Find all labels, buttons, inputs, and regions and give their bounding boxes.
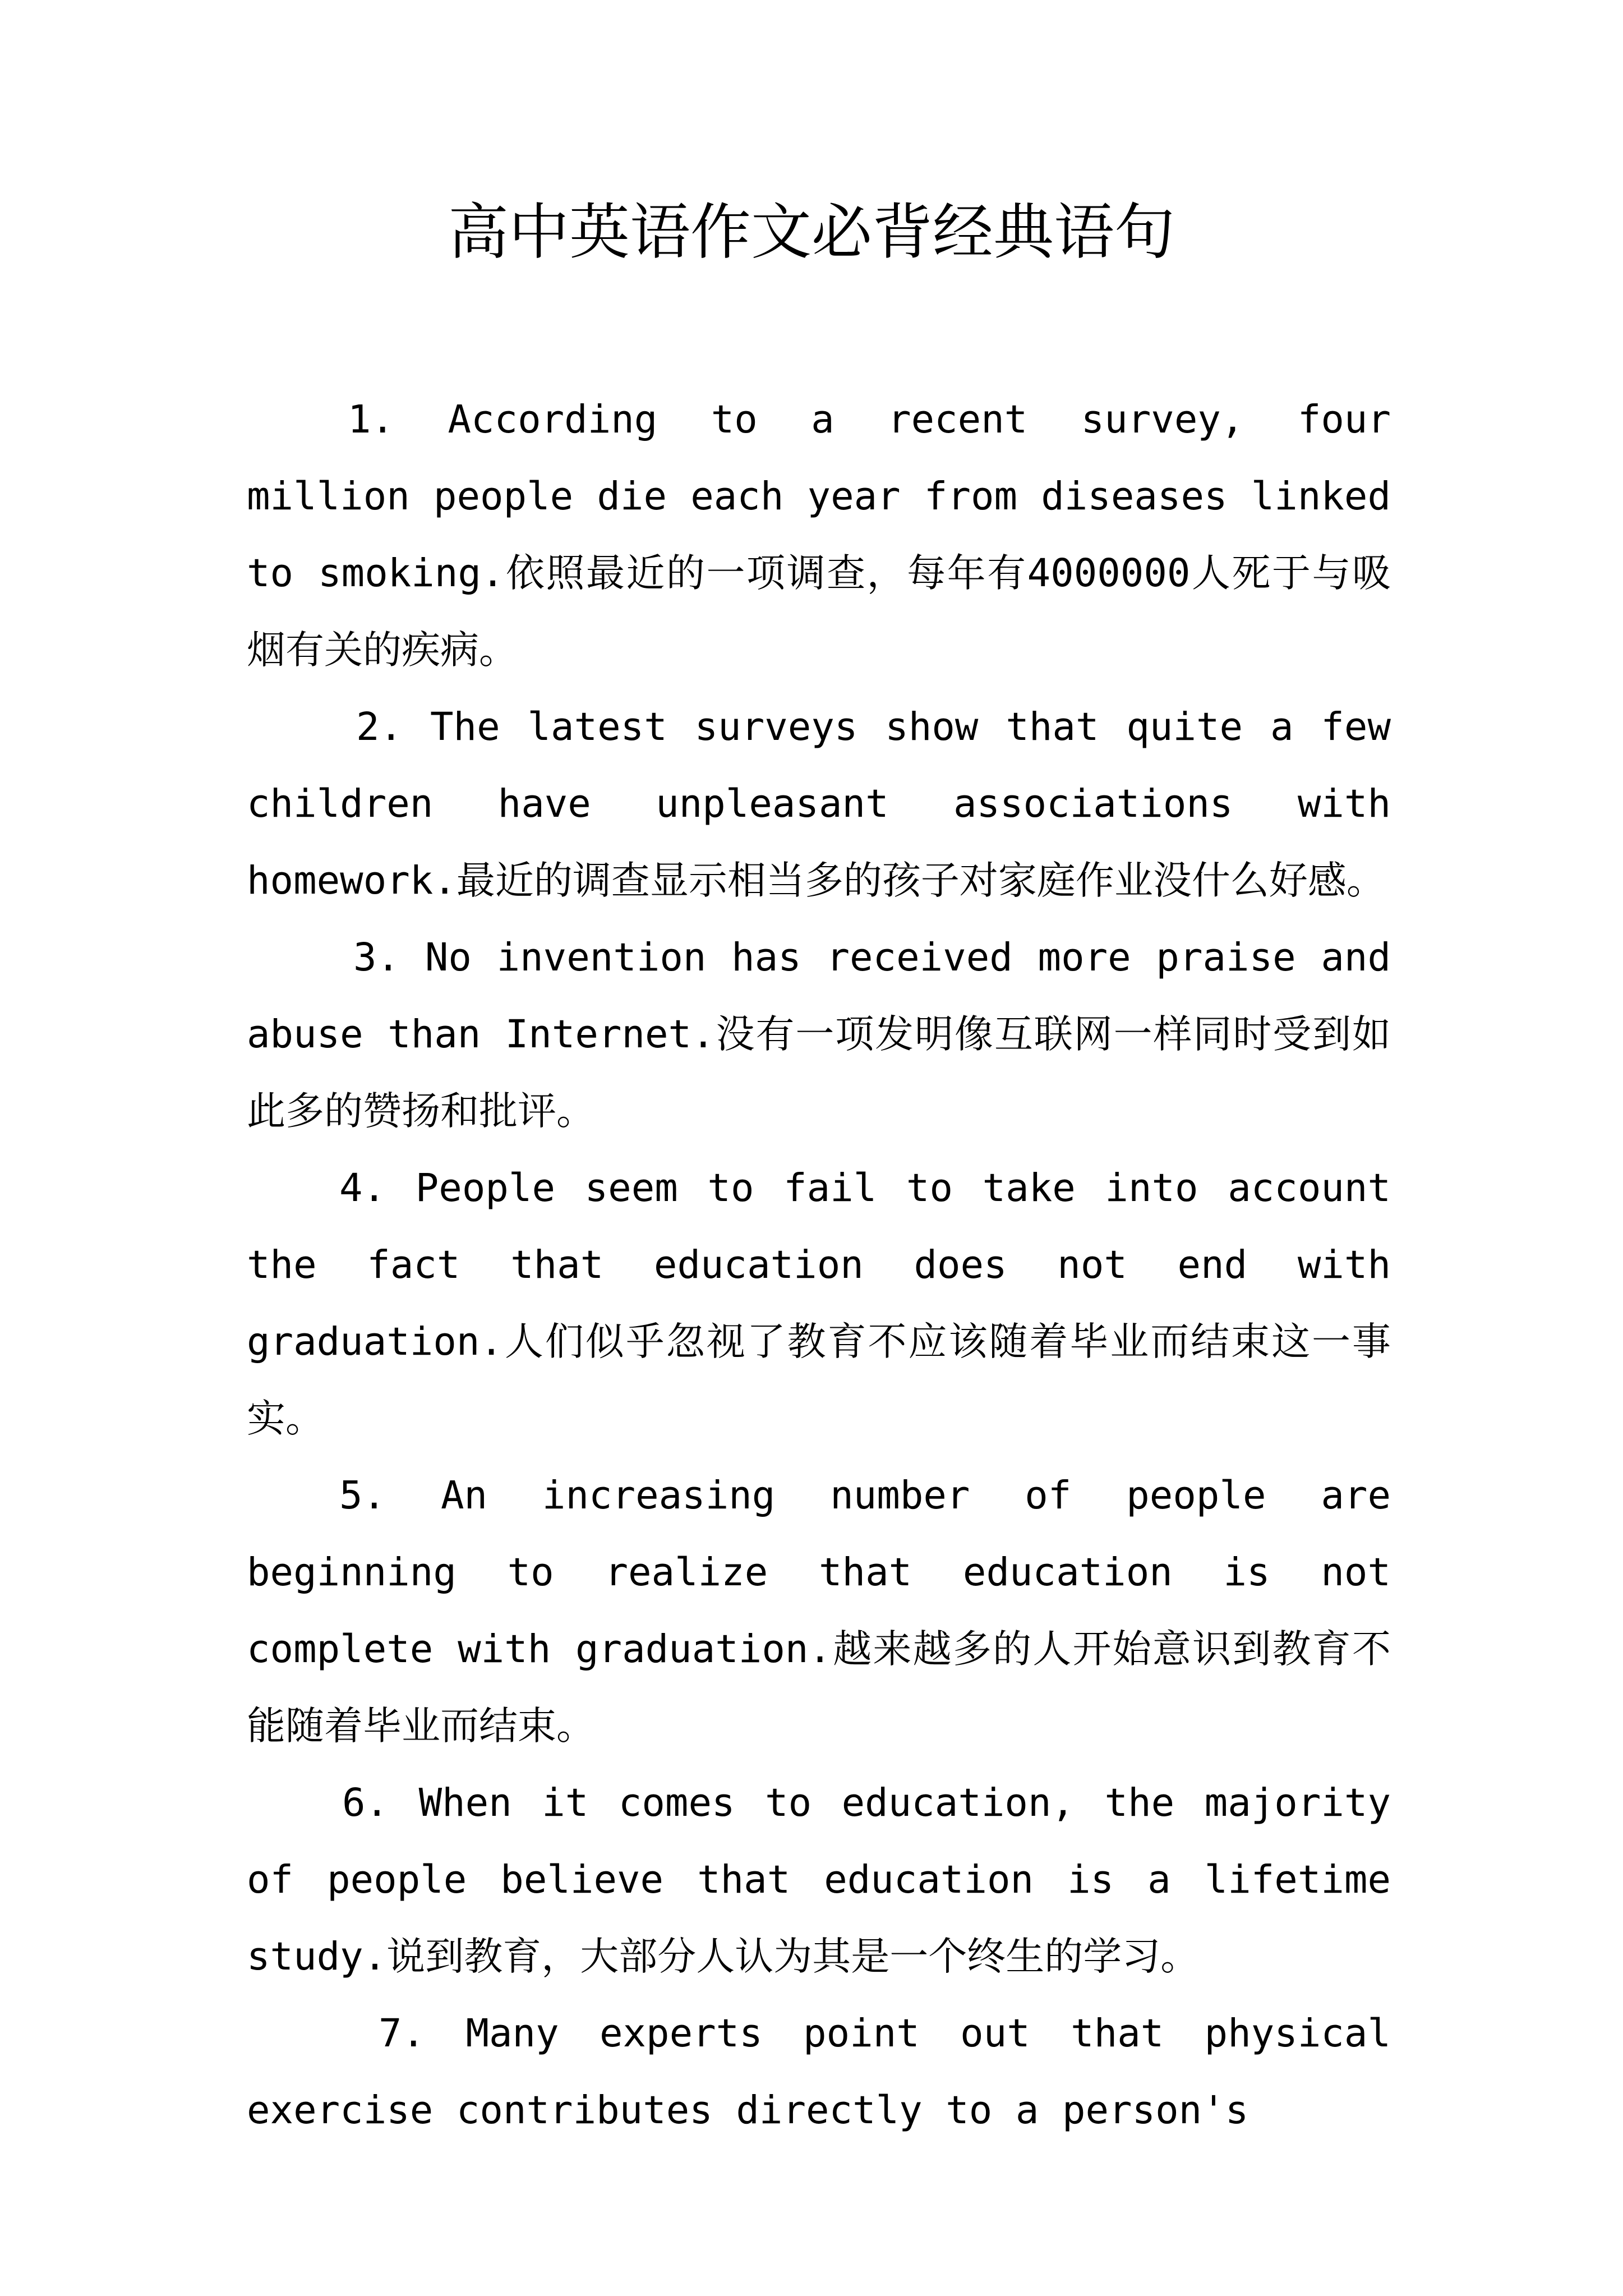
- paragraph-4: [247, 1150, 1391, 1457]
- paragraph-7: [247, 1995, 1391, 2149]
- english-sentence: No invention has received more praise and abuse than Internet.: [247, 935, 1391, 1057]
- document-body: [247, 381, 1391, 2149]
- paragraph-number: 3.: [353, 935, 400, 980]
- document-title: 高中英语作文必背经典语句: [448, 197, 1175, 268]
- paragraph-number: 4.: [339, 1166, 386, 1211]
- paragraph-3: [247, 919, 1391, 1150]
- paragraph-6: [247, 1765, 1391, 1995]
- paragraph-number: 5.: [339, 1473, 386, 1518]
- chinese-translation: 没有一项发明像互联网一样同时受到如此多的赞扬和批评。: [247, 1012, 1391, 1134]
- paragraph-number: 7.: [379, 2011, 426, 2056]
- english-sentence: When it comes to education, the majority of people believe that education is a lifetime study.: [247, 1780, 1391, 1979]
- chinese-translation: 说到教育，大部分人认为其是一个终生的学习。: [386, 1934, 1200, 1979]
- english-sentence: People seem to fail to take into account the fact that education does not end with graduation.: [247, 1166, 1391, 1364]
- english-sentence: The latest surveys show that quite a few children have unpleasant associations with homework.: [247, 705, 1391, 903]
- paragraph-2: [247, 689, 1391, 919]
- chinese-translation: 依照最近的一项调查，每年有4000000人死于与吸烟有关的疾病。: [247, 551, 1391, 673]
- english-sentence: Many experts point out that physical exercise contributes directly to a person's: [247, 2011, 1391, 2133]
- chinese-translation: 最近的调查显示相当多的孩子对家庭作业没什么好感。: [456, 858, 1385, 903]
- english-sentence: According to a recent survey, four million people die each year from diseases linked to smoking.: [247, 397, 1391, 596]
- paragraph-number: 2.: [356, 705, 403, 749]
- english-sentence: An increasing number of people are beginning to realize that education is not complete with graduation.: [247, 1473, 1391, 1672]
- paragraph-1: [247, 381, 1391, 689]
- paragraph-number: 6.: [342, 1780, 389, 1825]
- chinese-translation: 越来越多的人开始意识到教育不能随着毕业而结束。: [247, 1627, 1391, 1749]
- paragraph-5: [247, 1457, 1391, 1765]
- paragraph-number: 1.: [348, 397, 395, 442]
- chinese-translation: 人们似乎忽视了教育不应该随着毕业而结束这一事实。: [247, 1319, 1391, 1441]
